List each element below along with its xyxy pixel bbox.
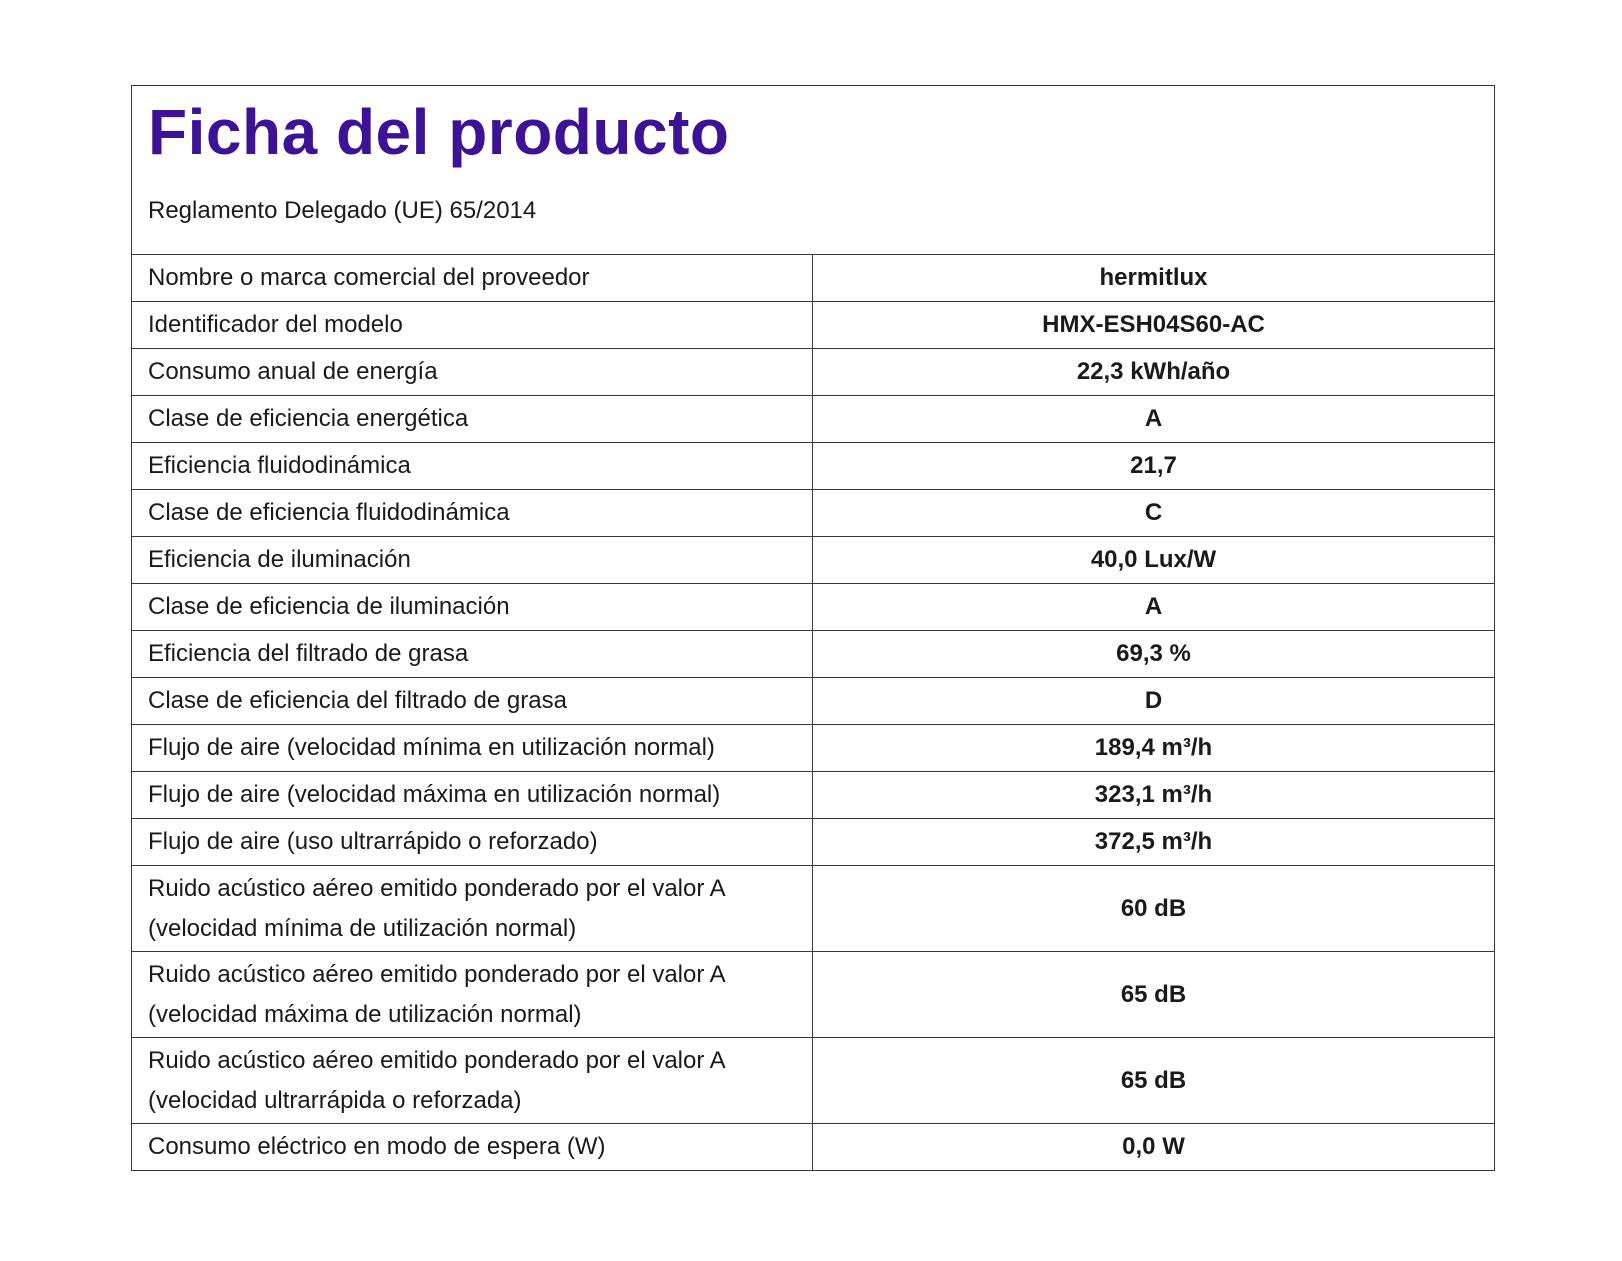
table-row <box>132 537 1495 584</box>
row-value: 0,0 W <box>813 1124 1495 1171</box>
row-label <box>132 952 813 1038</box>
table-row <box>132 443 1495 490</box>
row-label: Flujo de aire (velocidad máxima en utilización normal) <box>132 772 813 819</box>
row-value: 40,0 Lux/W <box>813 537 1495 584</box>
row-label: Nombre o marca comercial del proveedor <box>132 255 813 302</box>
table-row <box>132 866 1495 952</box>
row-label: Clase de eficiencia de iluminación <box>132 584 813 631</box>
table-row <box>132 1124 1495 1171</box>
table-row <box>132 349 1495 396</box>
row-label: Eficiencia de iluminación <box>132 537 813 584</box>
row-label-line-2: (velocidad ultrarrápida o reforzada) <box>148 1086 522 1114</box>
row-value: 65 dB <box>813 952 1495 1038</box>
row-label-line-1: Ruido acústico aéreo emitido ponderado por el valor A <box>148 960 726 988</box>
row-label <box>132 1038 813 1124</box>
table-row <box>132 631 1495 678</box>
row-value: C <box>813 490 1495 537</box>
product-sheet-table <box>131 85 1495 1171</box>
row-label: Identificador del modelo <box>132 302 813 349</box>
row-value: 372,5 m³/h <box>813 819 1495 866</box>
table-row <box>132 490 1495 537</box>
table-row <box>132 772 1495 819</box>
row-label-line-1: Ruido acústico aéreo emitido ponderado por el valor A <box>148 1046 726 1074</box>
row-value: 69,3 % <box>813 631 1495 678</box>
row-label: Flujo de aire (uso ultrarrápido o reforzado) <box>132 819 813 866</box>
row-label-line-2: (velocidad máxima de utilización normal) <box>148 1000 582 1028</box>
row-label-line-2: (velocidad mínima de utilización normal) <box>148 914 577 942</box>
row-value: 22,3 kWh/año <box>813 349 1495 396</box>
row-label: Eficiencia del filtrado de grasa <box>132 631 813 678</box>
table-row <box>132 1038 1495 1124</box>
row-label-line-1: Ruido acústico aéreo emitido ponderado por el valor A <box>148 874 726 902</box>
row-value: HMX-ESH04S60-AC <box>813 302 1495 349</box>
page-title: Ficha del producto <box>148 96 730 168</box>
row-label: Consumo anual de energía <box>132 349 813 396</box>
table-row <box>132 255 1495 302</box>
table-row <box>132 584 1495 631</box>
row-value: 323,1 m³/h <box>813 772 1495 819</box>
row-value: 60 dB <box>813 866 1495 952</box>
table-row <box>132 725 1495 772</box>
table-row <box>132 396 1495 443</box>
table-row <box>132 819 1495 866</box>
row-label: Consumo eléctrico en modo de espera (W) <box>132 1124 813 1171</box>
row-value: 21,7 <box>813 443 1495 490</box>
regulation-subtitle: Reglamento Delegado (UE) 65/2014 <box>148 197 537 224</box>
row-label: Flujo de aire (velocidad mínima en utilización normal) <box>132 725 813 772</box>
row-label: Clase de eficiencia del filtrado de grasa <box>132 678 813 725</box>
row-value: D <box>813 678 1495 725</box>
row-value: A <box>813 584 1495 631</box>
header-row <box>132 86 1495 255</box>
table-row <box>132 952 1495 1038</box>
row-label <box>132 866 813 952</box>
row-label: Clase de eficiencia energética <box>132 396 813 443</box>
row-value: 65 dB <box>813 1038 1495 1124</box>
row-value: A <box>813 396 1495 443</box>
row-label: Clase de eficiencia fluidodinámica <box>132 490 813 537</box>
table-row <box>132 678 1495 725</box>
header-cell <box>132 86 1495 255</box>
row-value: 189,4 m³/h <box>813 725 1495 772</box>
row-value: hermitlux <box>813 255 1495 302</box>
row-label: Eficiencia fluidodinámica <box>132 443 813 490</box>
table-row <box>132 302 1495 349</box>
